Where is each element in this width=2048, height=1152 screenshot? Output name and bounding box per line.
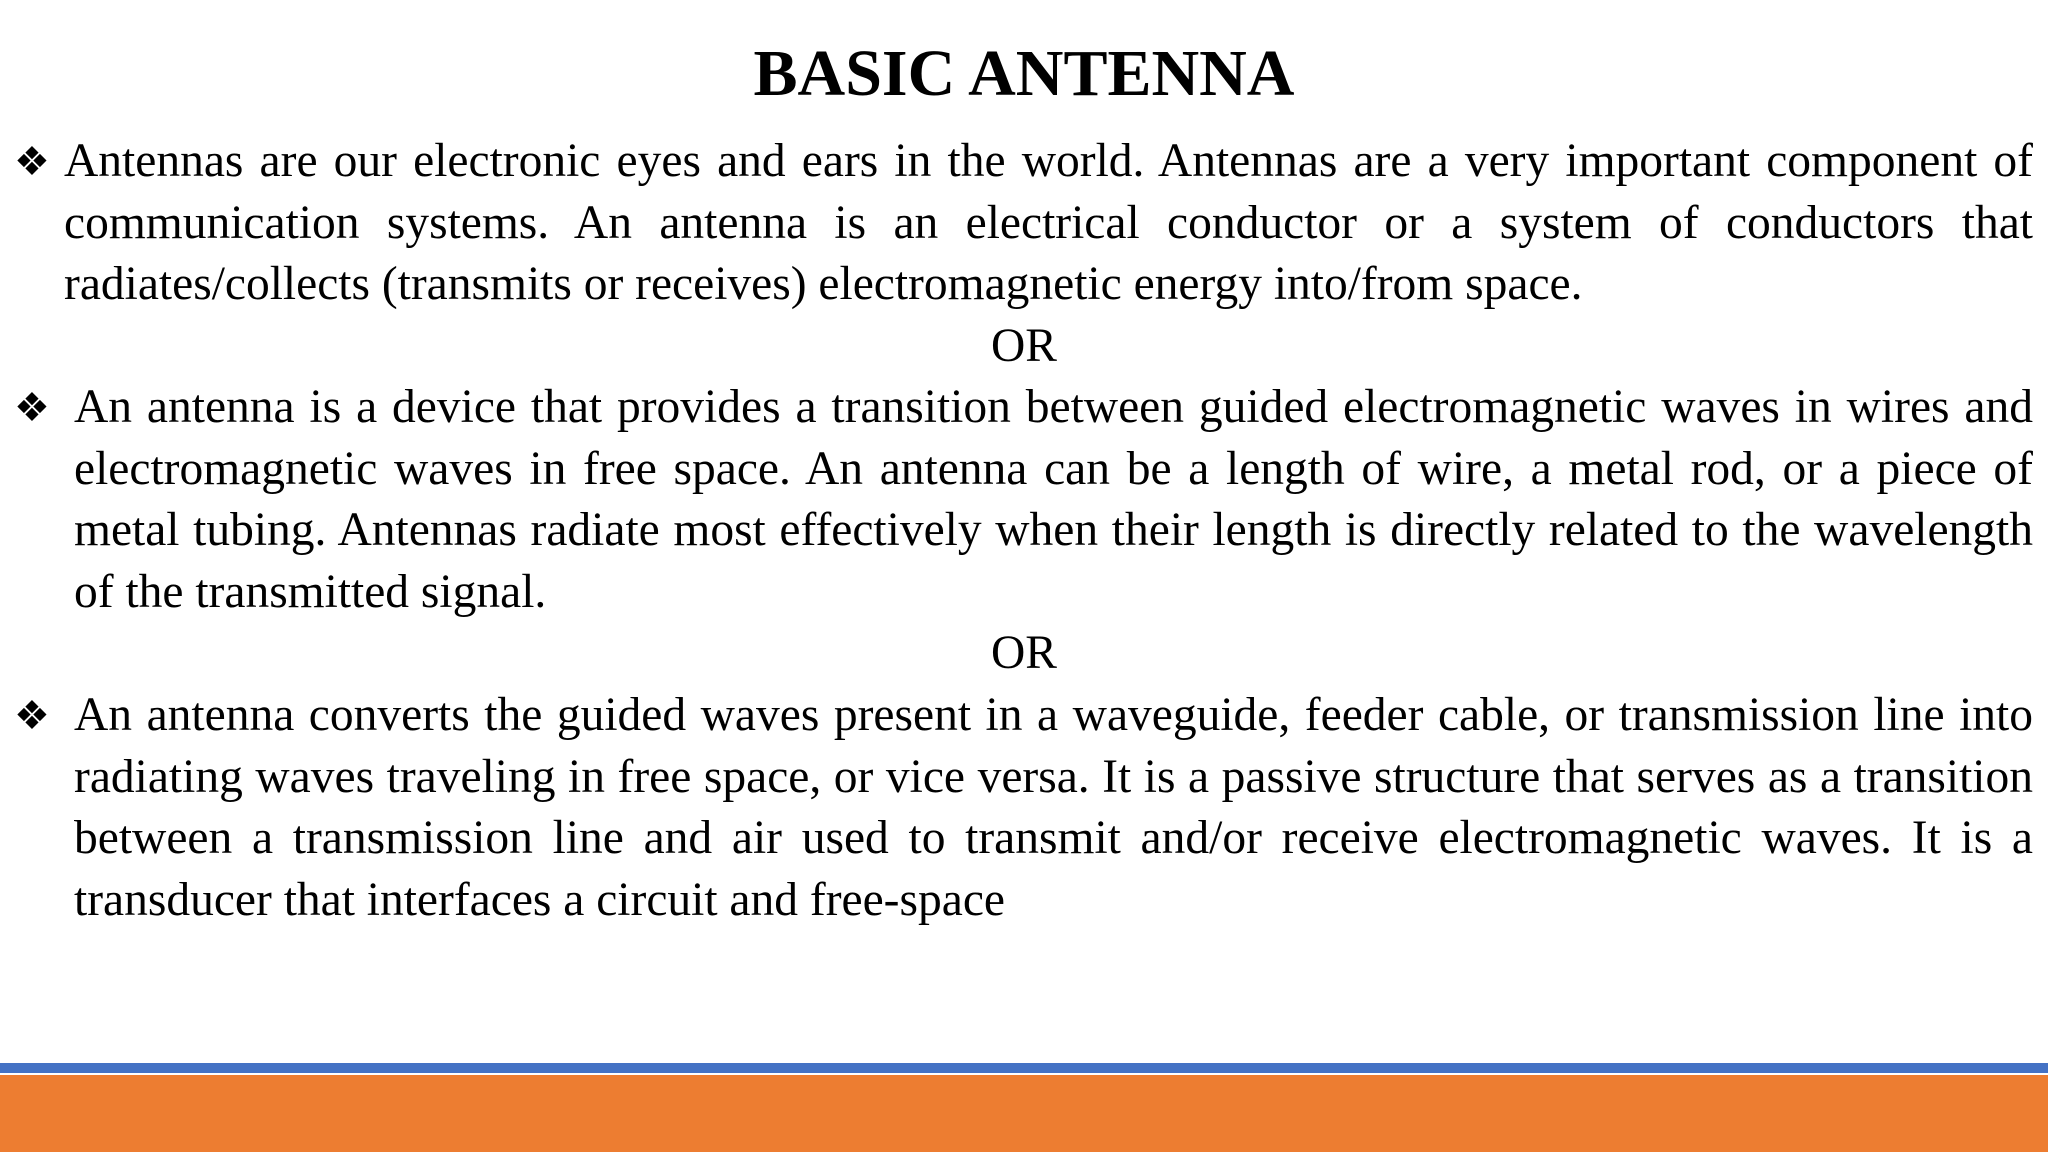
or-separator-1: OR: [991, 320, 1057, 372]
diamond-bullet-icon: ❖: [14, 693, 50, 738]
bullet-paragraph-3: [0, 685, 2033, 931]
bullet-paragraph-2: [0, 377, 2033, 623]
diamond-bullet-icon: ❖: [14, 385, 50, 430]
or-separator-2: OR: [991, 627, 1057, 679]
diamond-bullet-icon: ❖: [14, 139, 50, 184]
footer-blue-stripe: [0, 1063, 2048, 1073]
footer-orange-band: [0, 1075, 2048, 1152]
bullet-paragraph-1: [0, 131, 2033, 316]
paragraph-text-1: Antennas are our electronic eyes and ears in the world. Antennas are a very important component of communication systems. An antenna is an electrical conductor or a system of conductors that radiates/collects (transmits or receives) electromagnetic energy into/from space.: [64, 135, 2033, 310]
paragraph-text-3: An antenna converts the guided waves present in a waveguide, feeder cable, or transmission line into radiating waves traveling in free space, or vice versa. It is a passive structure that serves as a transition between a transmission line and air used to transmit and/or receive electromagnetic waves. It is a transducer that interfaces a circuit and free-space: [74, 689, 2033, 926]
slide-title: BASIC ANTENNA: [753, 37, 1295, 110]
paragraph-text-2: An antenna is a device that provides a transition between guided electromagnetic waves in wires and electromagnetic waves in free space. An antenna can be a length of wire, a metal rod, or a piece of metal tubing. Antennas radiate most effectively when their length is directly related to the wavelength of the transmitted signal.: [74, 381, 2033, 618]
